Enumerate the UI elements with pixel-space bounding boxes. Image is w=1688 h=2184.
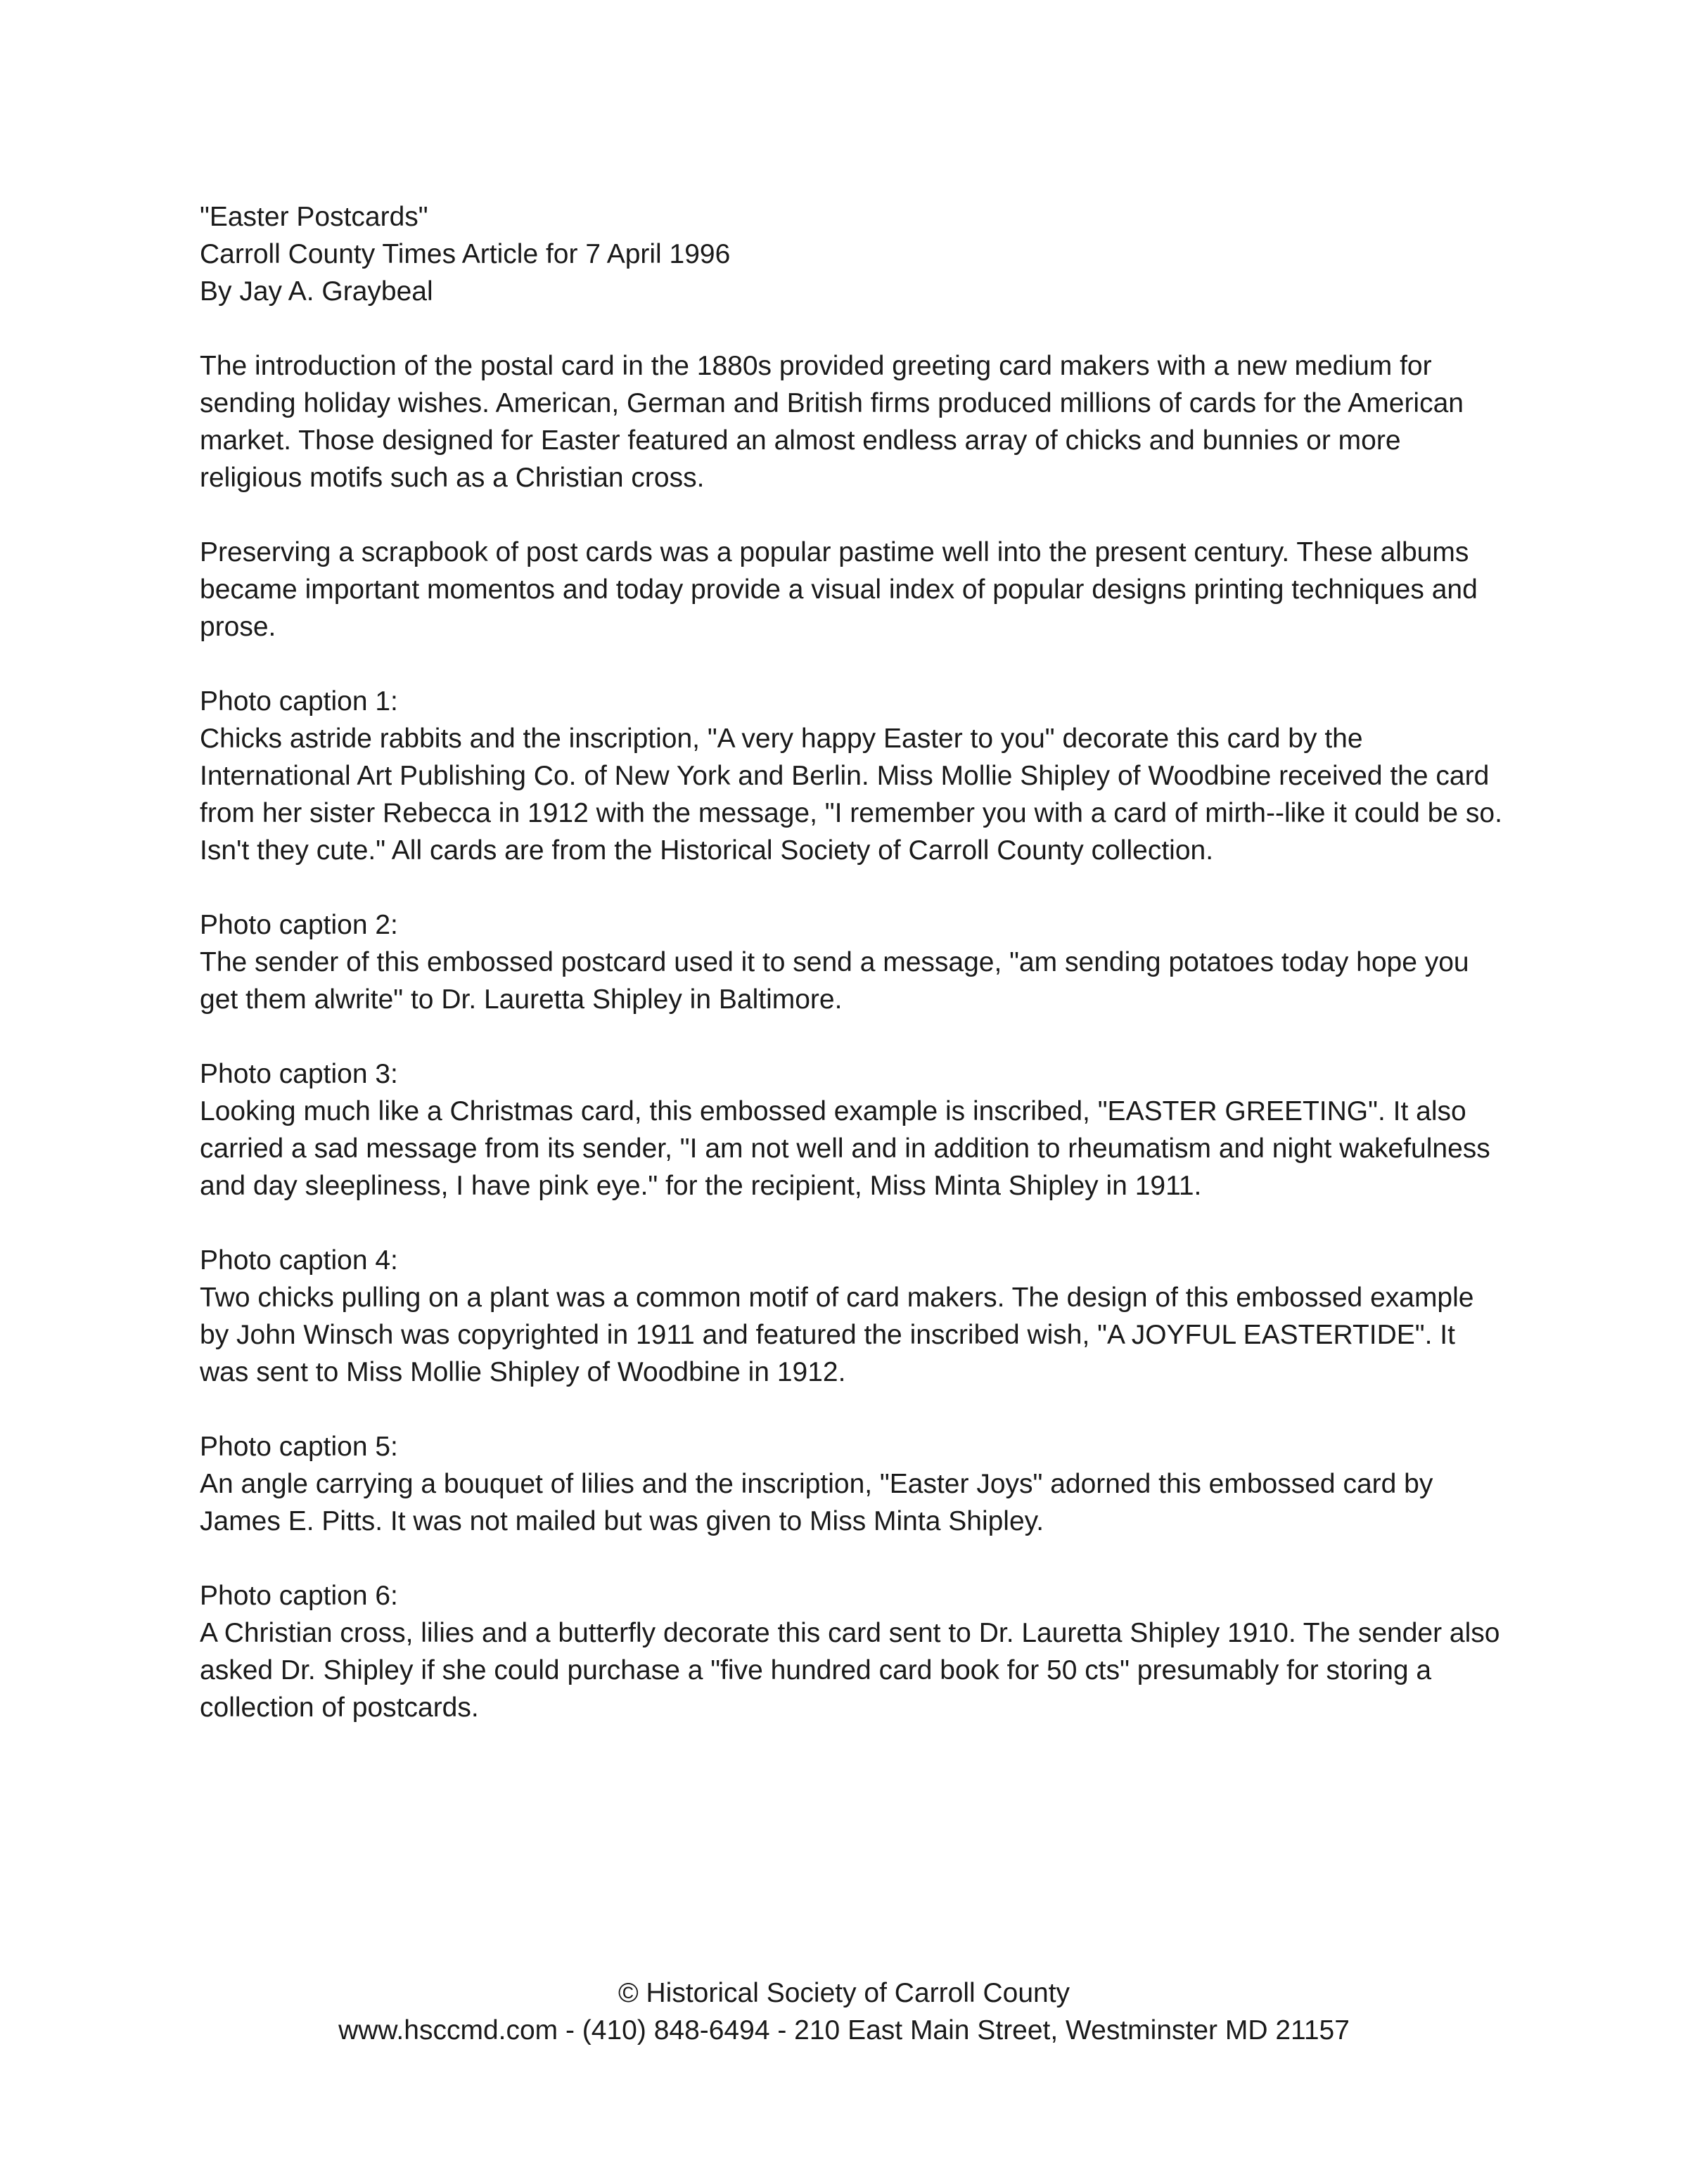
caption-text: An angle carrying a bouquet of lilies and the inscription, "Easter Joys" adorned this embossed card by James E. Pitts. It was not mailed but was given to Miss Minta Shipley.: [200, 1469, 1433, 1536]
caption-label: Photo caption 6:: [200, 1581, 398, 1611]
paragraph-scrapbook: Preserving a scrapbook of post cards was a popular pastime well into the present century. These albums became important momentos and today provide a visual index of popular designs printing techniques and prose.: [200, 537, 1478, 642]
photo-caption-4: [200, 1242, 1508, 1391]
paragraph-intro: The introduction of the postal card in the 1880s provided greeting card makers with a new medium for sending holiday wishes. American, German and British firms produced millions of cards for the American market. Those designed for Easter featured an almost endless array of chicks and bunnies or more religious motifs such as a Christian cross.: [200, 351, 1464, 493]
photo-caption-2: [200, 906, 1508, 1018]
caption-label: Photo caption 2:: [200, 910, 398, 940]
document-body: [200, 198, 1508, 1726]
caption-text: Two chicks pulling on a plant was a common motif of card makers. The design of this embossed example by John Winsch was copyrighted in 1911 and featured the inscribed wish, "A JOYFUL EASTERTIDE". It was sent to Miss Mollie Shipley of Woodbine in 1912.: [200, 1283, 1474, 1387]
footer-copyright: © Historical Society of Carroll County: [618, 1978, 1070, 2008]
caption-label: Photo caption 1:: [200, 686, 398, 717]
photo-caption-5: [200, 1428, 1508, 1540]
caption-text: The sender of this embossed postcard used it to send a message, "am sending potatoes today hope you get them alwrite" to Dr. Lauretta Shipley in Baltimore.: [200, 947, 1469, 1015]
page-footer: [0, 1974, 1688, 2049]
caption-label: Photo caption 3:: [200, 1059, 398, 1089]
photo-caption-3: [200, 1055, 1508, 1205]
caption-label: Photo caption 4:: [200, 1245, 398, 1276]
photo-caption-6: [200, 1577, 1508, 1726]
caption-text: A Christian cross, lilies and a butterfly decorate this card sent to Dr. Lauretta Shipley 1910. The sender also asked Dr. Shipley if she could purchase a "five hundred card book for 50 cts" presumably for storing a collection of postcards.: [200, 1618, 1500, 1723]
byline: By Jay A. Graybeal: [200, 276, 433, 307]
caption-label: Photo caption 5:: [200, 1432, 398, 1462]
caption-text: Chicks astride rabbits and the inscription, "A very happy Easter to you" decorate this card by the International Art Publishing Co. of New York and Berlin. Miss Mollie Shipley of Woodbine received the card from her sister Rebecca in 1912 with the message, "I remember you with a card of mirth--like it could be so. Isn't they cute." All cards are from the Historical Society of Carroll County collection.: [200, 724, 1502, 866]
caption-text: Looking much like a Christmas card, this embossed example is inscribed, "EASTER GREETING". It also carried a sad message from its sender, "I am not well and in addition to rheumatism and night wakefulness and day sleepliness, I have pink eye." for the recipient, Miss Minta Shipley in 1911.: [200, 1096, 1490, 1201]
footer-contact: www.hsccmd.com - (410) 848-6494 - 210 East Main Street, Westminster MD 21157: [338, 2015, 1350, 2045]
article-title: "Easter Postcards": [200, 202, 428, 232]
photo-caption-1: [200, 683, 1508, 869]
publication-line: Carroll County Times Article for 7 April 1996: [200, 239, 731, 269]
